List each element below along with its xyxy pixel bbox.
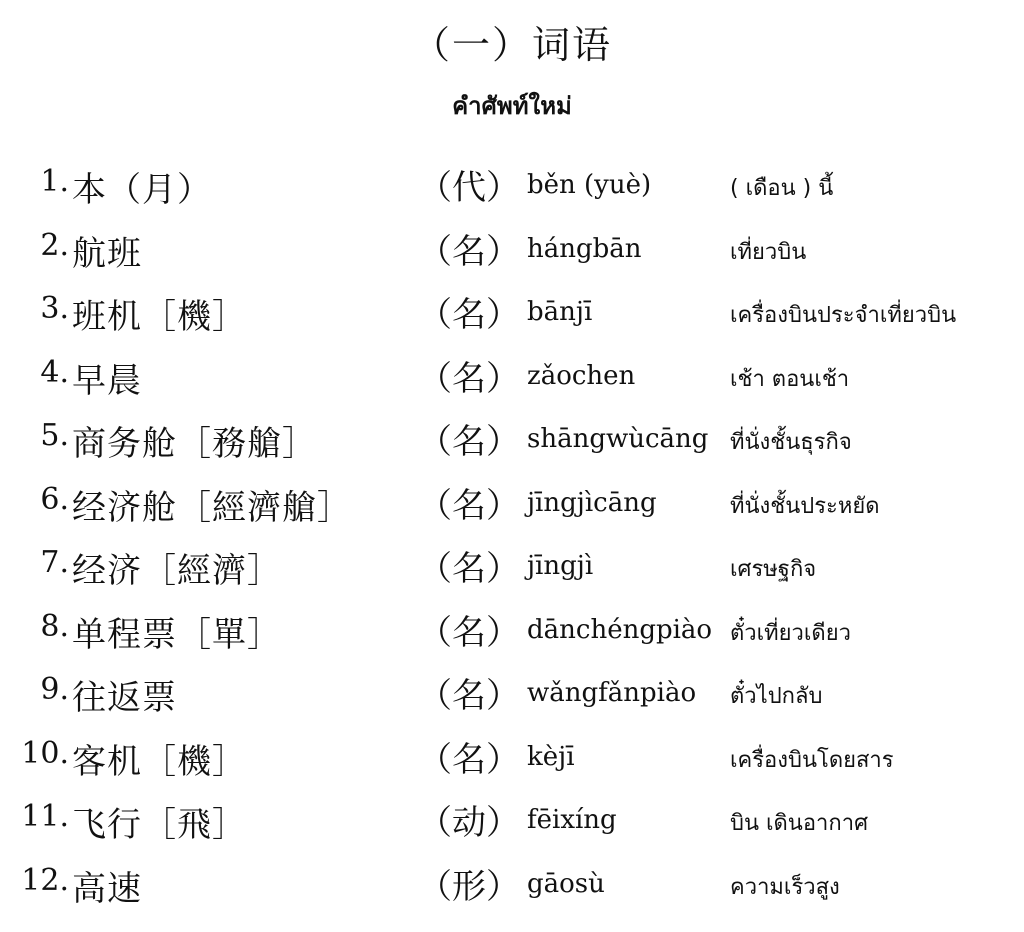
pinyin: gāosù xyxy=(527,868,605,899)
item-number: 5. xyxy=(40,418,69,453)
chinese-word: 早晨 xyxy=(72,360,142,401)
item-number: 6. xyxy=(40,481,69,517)
part-of-speech: （名） xyxy=(418,612,520,653)
vocab-row xyxy=(0,347,1024,411)
part-of-speech: （动） xyxy=(418,803,520,843)
thai-meaning: เศรษฐกิจ xyxy=(730,557,817,582)
pinyin: zǎochen xyxy=(527,360,636,391)
vocab-row xyxy=(0,220,1024,284)
part-of-speech: （形） xyxy=(418,866,520,907)
chinese-word: 飞行［飛］ xyxy=(72,805,247,845)
vocab-row xyxy=(0,855,1024,919)
vocab-row xyxy=(0,791,1024,855)
vocab-row xyxy=(0,664,1024,728)
vocab-row xyxy=(0,156,1024,220)
item-number: 2. xyxy=(40,227,69,263)
item-number: 8. xyxy=(40,608,69,644)
item-number: 3. xyxy=(40,291,69,326)
item-number: 1. xyxy=(40,164,69,199)
pinyin: bānjī xyxy=(527,297,593,327)
item-number: 11. xyxy=(21,799,69,834)
item-number: 7. xyxy=(40,545,69,580)
thai-meaning: เช้า ตอนเช้า xyxy=(730,366,850,392)
thai-meaning: ความเร็วสูง xyxy=(730,874,840,900)
pinyin: wǎngfǎnpiào xyxy=(527,678,697,708)
part-of-speech: （代） xyxy=(418,168,520,208)
chinese-word: 客机［機］ xyxy=(72,741,247,782)
chinese-word: 经济舱［經濟艙］ xyxy=(72,487,352,528)
chinese-word: 班机［機］ xyxy=(72,297,247,337)
part-of-speech: （名） xyxy=(418,295,520,335)
pinyin: běn (yuè) xyxy=(527,170,652,200)
item-number: 10. xyxy=(21,735,69,771)
vocab-row xyxy=(0,601,1024,665)
part-of-speech: （名） xyxy=(418,231,520,272)
part-of-speech: （名） xyxy=(418,422,520,462)
page-subtitle: คำศัพท์ใหม่ xyxy=(452,92,572,120)
pinyin: jīngjìcāng xyxy=(527,487,657,518)
thai-meaning: บิน เดินอากาศ xyxy=(730,811,869,836)
pinyin: hángbān xyxy=(527,233,642,264)
vocab-row xyxy=(0,410,1024,474)
vocab-row xyxy=(0,537,1024,601)
chinese-word: 往返票 xyxy=(72,678,177,718)
thai-meaning: เครื่องบินโดยสาร xyxy=(730,747,894,773)
page-title: （一）词语 xyxy=(411,23,612,67)
item-number: 9. xyxy=(40,672,69,707)
pinyin: shāngwùcāng xyxy=(527,424,709,454)
chinese-word: 经济［經濟］ xyxy=(72,551,282,591)
thai-meaning: เครื่องบินประจำเที่ยวบิน xyxy=(730,303,957,328)
item-number: 12. xyxy=(21,862,69,898)
chinese-word: 本（月） xyxy=(72,170,212,210)
vocab-row xyxy=(0,728,1024,792)
chinese-word: 高速 xyxy=(72,868,142,909)
pinyin: kèjī xyxy=(527,741,575,772)
thai-meaning: ที่นั่งชั้นประหยัด xyxy=(730,493,880,519)
part-of-speech: （名） xyxy=(418,485,520,526)
thai-meaning: เที่ยวบิน xyxy=(730,239,807,265)
pinyin: jīngjì xyxy=(527,551,594,581)
thai-meaning: ( เดือน ) นี้ xyxy=(730,176,834,201)
thai-meaning: ตั๋วไปกลับ xyxy=(730,684,823,709)
pinyin: dānchéngpiào xyxy=(527,614,713,645)
vocabulary-list xyxy=(0,156,1024,918)
item-number: 4. xyxy=(40,354,69,390)
chinese-word: 单程票［單］ xyxy=(72,614,282,655)
pinyin: fēixíng xyxy=(527,805,617,835)
part-of-speech: （名） xyxy=(418,739,520,780)
part-of-speech: （名） xyxy=(418,676,520,716)
thai-meaning: ตั๋วเที่ยวเดียว xyxy=(730,620,851,646)
vocab-row xyxy=(0,283,1024,347)
chinese-word: 商务舱［務艙］ xyxy=(72,424,317,464)
vocab-row xyxy=(0,474,1024,538)
part-of-speech: （名） xyxy=(418,358,520,399)
chinese-word: 航班 xyxy=(72,233,142,274)
thai-meaning: ที่นั่งชั้นธุรกิจ xyxy=(730,430,852,455)
part-of-speech: （名） xyxy=(418,549,520,589)
